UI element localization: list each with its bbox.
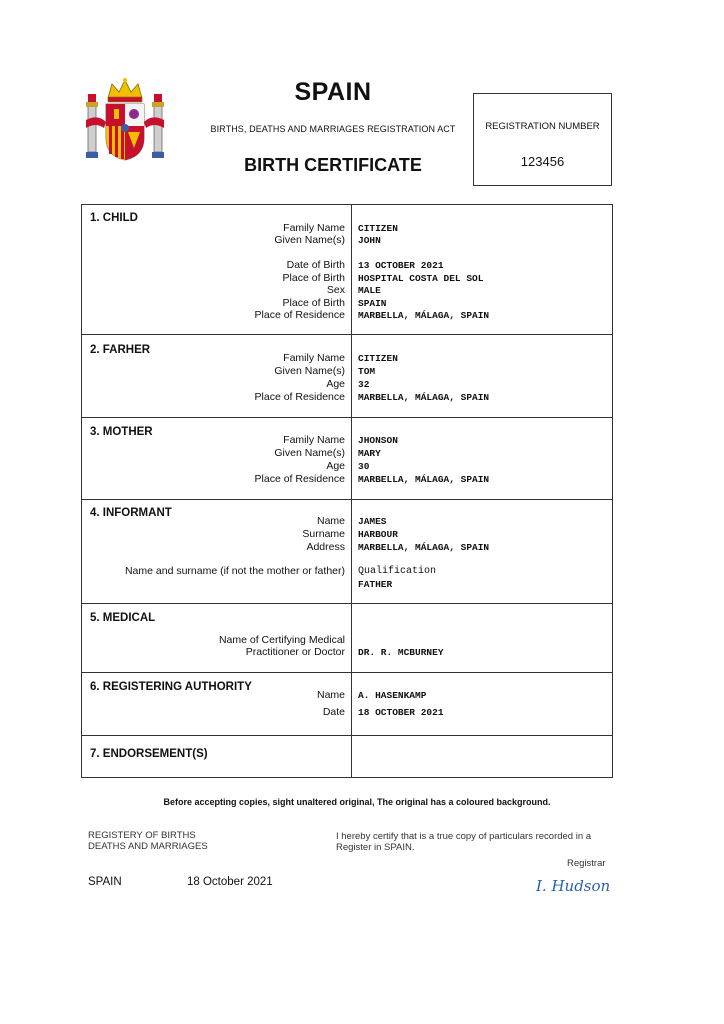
father-given-names: TOM xyxy=(358,366,376,377)
registration-number-box xyxy=(473,93,612,186)
field-label: Age xyxy=(326,378,345,390)
registration-number: 123456 xyxy=(520,154,565,169)
field-label: Sex xyxy=(326,284,345,296)
field-label: Name of Certifying Medical xyxy=(218,634,345,646)
section-medical xyxy=(82,604,612,673)
field-label: Family Name xyxy=(283,222,345,234)
informant-qualification: FATHER xyxy=(358,579,393,590)
section-title: 1. CHILD xyxy=(90,212,138,224)
certification-statement: I hereby certify that is a true copy of particulars recorded in a Register in SPAIN. xyxy=(336,831,592,853)
child-residence: MARBELLA, MÁLAGA, SPAIN xyxy=(358,310,490,321)
coat-of-arms-icon xyxy=(84,76,166,164)
registry-line: DEATHS AND MARRIAGES xyxy=(88,841,208,852)
mother-residence: MARBELLA, MÁLAGA, SPAIN xyxy=(358,474,490,485)
field-label: Name xyxy=(316,515,345,527)
registrar-label: Registrar xyxy=(567,858,606,869)
section-title: 2. FARHER xyxy=(90,344,151,356)
original-notice: Before accepting copies, sight unaltered original, The original has a coloured background. xyxy=(163,797,551,807)
mother-age: 30 xyxy=(358,461,370,472)
field-label: Family Name xyxy=(283,352,345,364)
registry-name xyxy=(88,830,208,852)
informant-address: MARBELLA, MÁLAGA, SPAIN xyxy=(358,542,490,553)
section-title: 3. MOTHER xyxy=(90,426,153,438)
certificate-title: BIRTH CERTIFICATE xyxy=(244,155,422,175)
section-title: 4. INFORMANT xyxy=(90,507,172,519)
field-label: Place of Birth xyxy=(282,272,345,284)
section-registering-authority xyxy=(82,673,612,736)
mother-given-names: MARY xyxy=(358,448,381,459)
child-country-of-birth: SPAIN xyxy=(358,298,387,309)
footer-date: 18 October 2021 xyxy=(187,876,273,888)
informant-name: JAMES xyxy=(358,516,387,527)
section-endorsements xyxy=(82,736,612,777)
field-label: Place of Residence xyxy=(254,391,345,403)
field-label: Date xyxy=(322,706,345,718)
field-label: Place of Birth xyxy=(282,297,345,309)
mother-family-name: JHONSON xyxy=(358,435,398,446)
section-child xyxy=(82,205,612,335)
document-country: SPAIN xyxy=(294,78,372,106)
father-residence: MARBELLA, MÁLAGA, SPAIN xyxy=(358,392,490,403)
section-title: 6. REGISTERING AUTHORITY xyxy=(90,681,252,693)
field-label: Place of Residence xyxy=(254,473,345,485)
footer-country: SPAIN xyxy=(88,876,122,888)
medical-certifier: DR. R. MCBURNEY xyxy=(358,647,444,658)
field-label: Name xyxy=(316,689,345,701)
child-family-name: CITIZEN xyxy=(358,223,398,234)
field-label: Given Name(s) xyxy=(274,447,345,459)
field-label: Practitioner or Doctor xyxy=(245,646,345,658)
certificate-details-table xyxy=(81,204,613,778)
child-sex: MALE xyxy=(358,285,381,296)
registrar-signature xyxy=(532,872,616,898)
section-title: 7. ENDORSEMENT(S) xyxy=(90,748,208,760)
father-family-name: CITIZEN xyxy=(358,353,398,364)
registration-number-label: REGISTRATION NUMBER xyxy=(485,121,600,132)
signature-text: I. Hudson xyxy=(536,877,611,895)
field-label: Age xyxy=(326,460,345,472)
field-label: Given Name(s) xyxy=(274,365,345,377)
section-title: 5. MEDICAL xyxy=(90,612,156,624)
field-label: Address xyxy=(306,541,345,553)
child-given-names: JOHN xyxy=(358,235,381,246)
child-date-of-birth: 13 OCTOBER 2021 xyxy=(358,260,444,271)
field-label: Date of Birth xyxy=(286,259,345,271)
section-father xyxy=(82,335,612,418)
section-mother xyxy=(82,418,612,500)
field-label: Name and surname (if not the mother or father) xyxy=(124,565,345,577)
informant-surname: HARBOUR xyxy=(358,529,398,540)
authority-name: A. HASENKAMP xyxy=(358,690,427,701)
field-label: Surname xyxy=(302,528,345,540)
authority-date: 18 OCTOBER 2021 xyxy=(358,707,444,718)
field-label: Family Name xyxy=(283,434,345,446)
child-place-of-birth: HOSPITAL COSTA DEL SOL xyxy=(358,273,484,284)
section-informant xyxy=(82,500,612,604)
field-label: Place of Residence xyxy=(254,309,345,321)
registration-act: BIRTHS, DEATHS AND MARRIAGES REGISTRATION ACT xyxy=(210,124,456,134)
qualification-label: Qualification xyxy=(358,566,437,577)
field-label: Given Name(s) xyxy=(274,234,345,246)
father-age: 32 xyxy=(358,379,370,390)
registry-line: REGISTERY OF BIRTHS xyxy=(88,830,196,841)
